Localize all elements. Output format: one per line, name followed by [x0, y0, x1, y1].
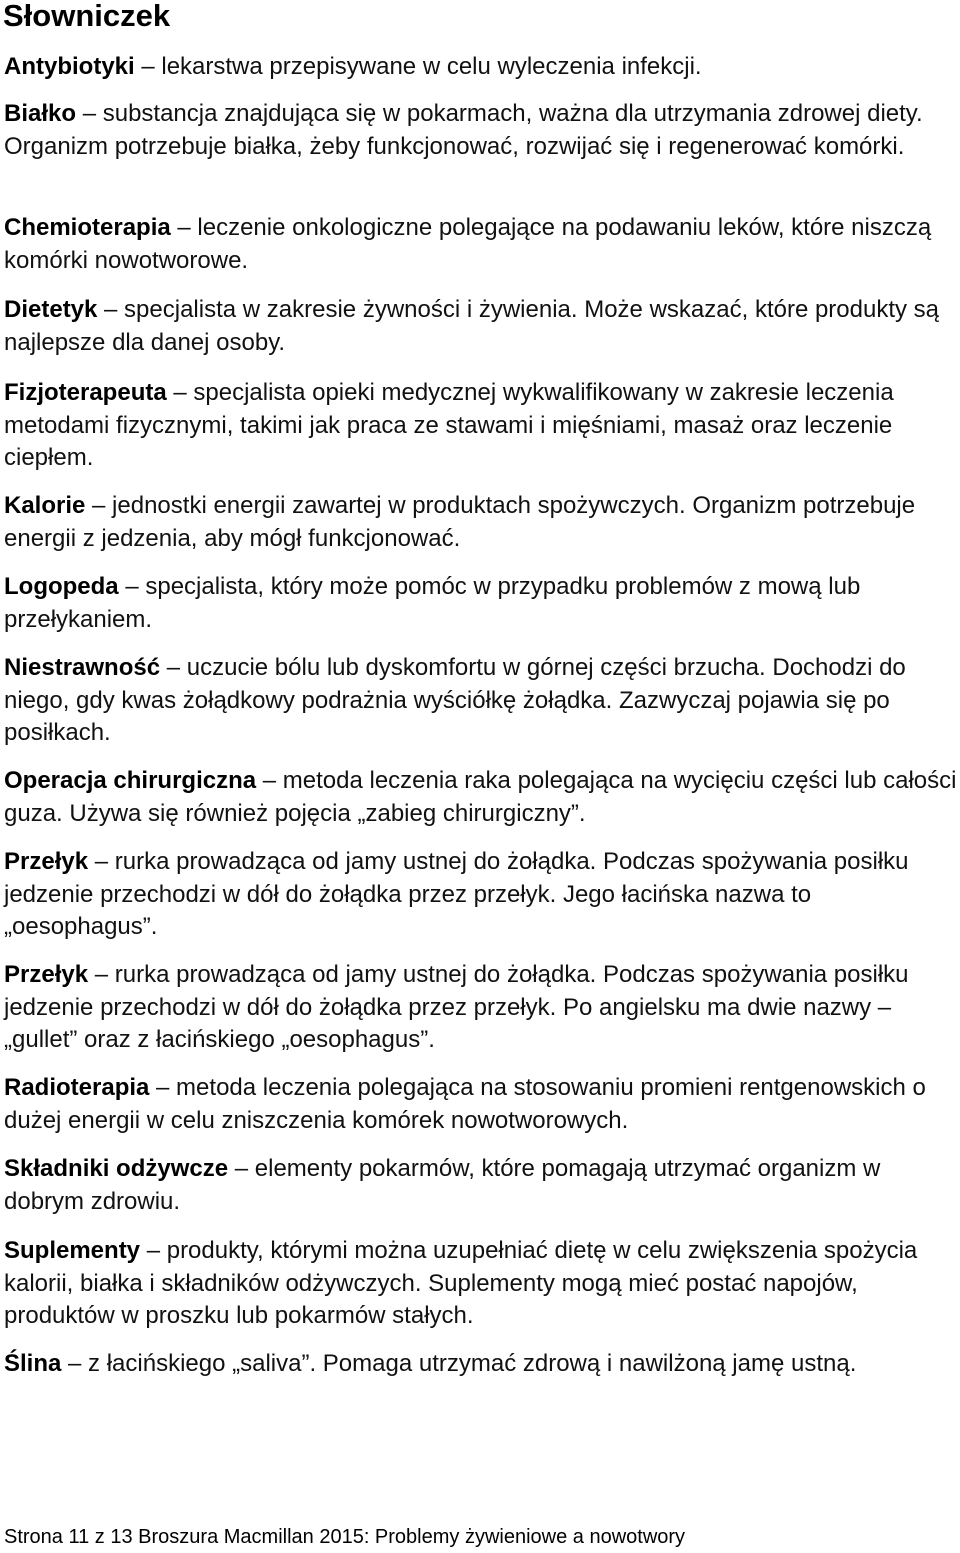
glossary-definition: – substancja znajdująca się w pokarmach, ważna dla utrzymania zdrowej diety. Organizm potrzebuje białka, żeby funkcjonować, rozwijać się i regenerować komórki.: [4, 100, 923, 160]
glossary-term: Białko: [4, 100, 77, 127]
glossary-entry: [4, 294, 958, 359]
glossary-entry: [4, 51, 958, 84]
glossary-entry: [4, 959, 958, 1057]
glossary-entry: [4, 377, 958, 475]
glossary-entry: [4, 765, 958, 830]
glossary-entry: [4, 846, 958, 944]
glossary-term: Radioterapia: [4, 1074, 150, 1101]
glossary-term: Logopeda: [4, 573, 119, 600]
glossary-entry: [4, 571, 958, 636]
glossary-definition: – metoda leczenia raka polegająca na wycięciu części lub całości guza. Używa się również pojęcia „zabieg chirurgiczny”.: [4, 767, 957, 827]
glossary-definition: – produkty, którymi można uzupełniać dietę w celu zwiększenia spożycia kalorii, białka i składników odżywczych. Suplementy mogą mieć postać napojów, produktów w proszku lub pokarmów stałych.: [4, 1237, 918, 1329]
glossary-entry: [4, 652, 958, 750]
glossary-term: Fizjoterapeuta: [4, 379, 167, 406]
glossary-term: Ślina: [4, 1350, 62, 1377]
glossary-definition: – metoda leczenia polegająca na stosowaniu promieni rentgenowskich o dużej energii w celu zniszczenia komórek nowotworowych.: [4, 1074, 926, 1134]
glossary-entry: [4, 1348, 958, 1381]
glossary-definition: – leczenie onkologiczne polegające na podawaniu leków, które niszczą komórki nowotworowe.: [4, 214, 932, 274]
glossary-term: Chemioterapia: [4, 214, 171, 241]
glossary-definition: – uczucie bólu lub dyskomfortu w górnej części brzucha. Dochodzi do niego, gdy kwas żołądkowy podrażnia wyściółkę żołądka. Zazwyczaj pojawia się po posiłkach.: [4, 654, 906, 746]
glossary-definition: – specjalista opieki medycznej wykwalifikowany w zakresie leczenia metodami fizycznymi, takimi jak praca ze stawami i mięśniami, masaż oraz leczenie ciepłem.: [4, 379, 894, 471]
glossary-term: Antybiotyki: [4, 53, 135, 80]
glossary-term: Niestrawność: [4, 654, 161, 681]
glossary-entry: [4, 490, 958, 555]
glossary-definition: – lekarstwa przepisywane w celu wyleczenia infekcji.: [134, 53, 702, 80]
glossary-term: Przełyk: [4, 848, 89, 875]
glossary-definition: – elementy pokarmów, które pomagają utrzymać organizm w dobrym zdrowiu.: [4, 1155, 881, 1215]
glossary-entry: [4, 98, 958, 163]
glossary-entry: [4, 1235, 958, 1333]
glossary-definition: – rurka prowadząca od jamy ustnej do żołądka. Podczas spożywania posiłku jedzenie przechodzi w dół do żołądka przez przełyk. Po angielsku ma dwie nazwy – „gullet” oraz z łacińskiego „oesophagus”.: [4, 961, 909, 1053]
glossary-definition: – z łacińskiego „saliva”. Pomaga utrzymać zdrową i nawilżoną jamę ustną.: [61, 1350, 857, 1377]
page-footer: Strona 11 z 13 Broszura Macmillan 2015: Problemy żywieniowe a nowotwory: [4, 1526, 686, 1548]
glossary-entry: [4, 212, 958, 277]
glossary-term: Przełyk: [4, 961, 89, 988]
page-title: Słowniczek: [3, 0, 171, 33]
glossary-definition: – specjalista w zakresie żywności i żywienia. Może wskazać, które produkty są najlepsze dla danej osoby.: [4, 296, 940, 356]
glossary-definition: – specjalista, który może pomóc w przypadku problemów z mową lub przełykaniem.: [4, 573, 861, 633]
glossary-term: Suplementy: [4, 1237, 141, 1264]
glossary-term: Składniki odżywcze: [4, 1155, 229, 1182]
glossary-entry: [4, 1153, 958, 1218]
glossary-term: Operacja chirurgiczna: [4, 767, 257, 794]
glossary-definition: – rurka prowadząca od jamy ustnej do żołądka. Podczas spożywania posiłku jedzenie przechodzi w dół do żołądka przez przełyk. Jego łacińska nazwa to „oesophagus”.: [4, 848, 909, 940]
glossary-entry: [4, 1072, 958, 1137]
glossary-term: Dietetyk: [4, 296, 98, 323]
glossary-definition: – jednostki energii zawartej w produktach spożywczych. Organizm potrzebuje energii z jedzenia, aby mógł funkcjonować.: [4, 492, 916, 552]
glossary-term: Kalorie: [4, 492, 86, 519]
